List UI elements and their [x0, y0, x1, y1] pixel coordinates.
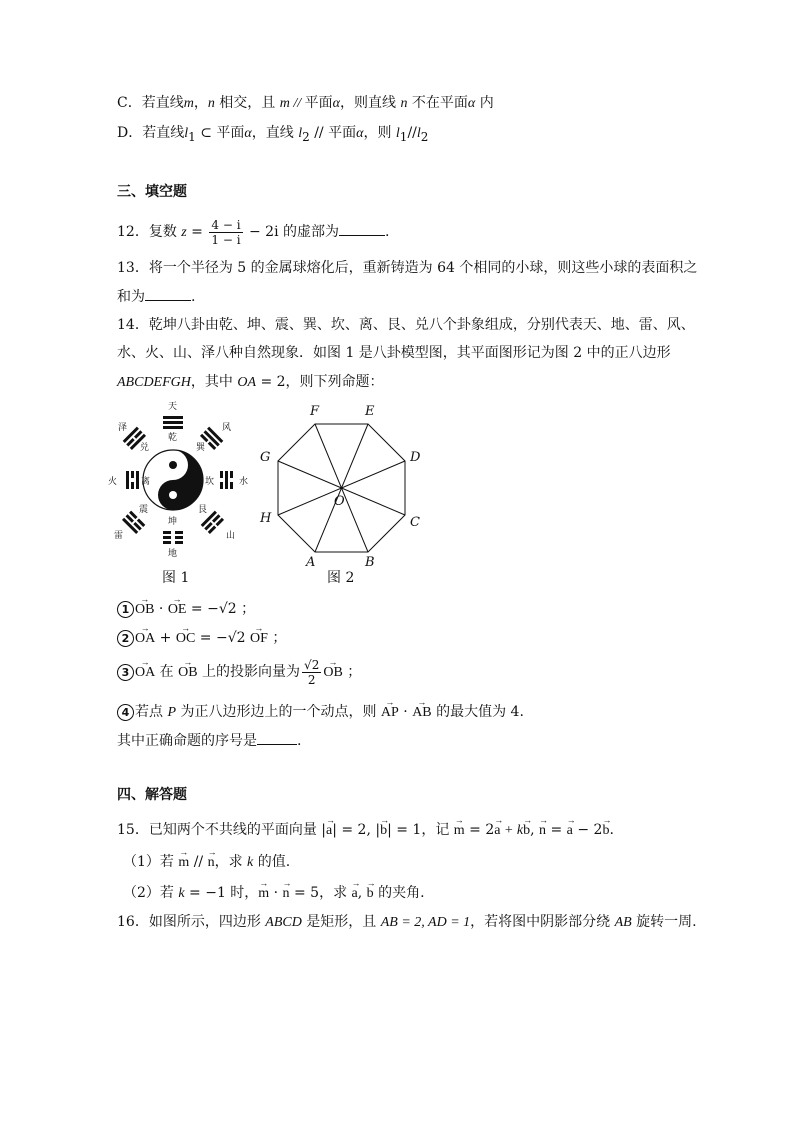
vertex-label-b: B [365, 555, 375, 570]
bagua-label-huo: 火 [108, 477, 118, 487]
vertex-label-d: D [410, 450, 421, 465]
trigram-kun [163, 531, 183, 544]
vertex-label-e: E [365, 404, 375, 419]
answer-blank[interactable] [257, 730, 297, 745]
bagua-label-shan: 山 [226, 531, 236, 541]
bagua-label-shui: 水 [239, 477, 249, 487]
section-title-fill-in: 三、填空题 [117, 184, 187, 200]
answer-blank[interactable] [339, 221, 385, 236]
vertex-label-h: H [260, 511, 272, 526]
question-16: 16．如图所示，四边形 ABCD 是矩形，且 AB = 2, AD = 1，若将图中阴影部分绕 AB 旋转一周. [117, 914, 697, 930]
bagua-label-di: 地 [168, 549, 178, 559]
bagua-figure [108, 398, 253, 560]
center-label-o: O [334, 494, 345, 509]
octagon-figure [255, 398, 430, 570]
vertex-label-g: G [260, 450, 271, 465]
figure-2-caption: 图 2 [327, 570, 355, 586]
circled-number-3: 3 [117, 664, 134, 681]
bagua-label-dui: 兑 [140, 443, 150, 453]
question-13-line2: 和为 . [117, 286, 195, 307]
trigram-qian [163, 416, 183, 429]
question-13-line1: 13．将一个半径为 5 的金属球熔化后，重新铸造为 64 个相同的小球，则这些小球的表面积之 [117, 260, 698, 276]
question-14-line1: 14．乾坤八卦由乾、坤、震、巽、坎、离、艮、兑八个卦象组成，分别代表天、地、雷、风、 [117, 317, 695, 333]
bagua-label-kun: 坤 [168, 517, 178, 527]
question-15: 15．已知两个不共线的平面向量 |→ a| = 2, |→ b| = 1，记 → m = 2→ a + k→ b, → n = → a − 2→ b. [117, 820, 614, 841]
bagua-label-gen: 艮 [198, 505, 208, 515]
bagua-label-li: 离 [141, 477, 151, 487]
fraction: $\frac{4 - i}{1 - i}$ [211, 217, 241, 247]
q11-option-d: D．若直线$l_1$ ⊂ 平面α，直线 $l_2$ // 平面α，则 $l_1//l_2$ [117, 125, 429, 144]
proposition-1: 1→ OB · → OE = −√2 ； [117, 599, 255, 620]
question-14-line3: ABCDEFGH，其中 OA = 2，则下列命题： [117, 374, 384, 390]
circled-number-4: 4 [117, 704, 134, 721]
proposition-2: 2→ OA + → OC = −√2 → OF ； [117, 628, 286, 649]
bagua-label-feng: 风 [222, 423, 232, 433]
question-14-ask: 其中正确命题的序号是 . [117, 730, 301, 751]
question-14-line2: 水、火、山、泽八种自然现象．如图 1 是八卦模型图，其平面图形记为图 2 中的正八边形 [117, 345, 671, 361]
circled-number-2: 2 [117, 630, 134, 647]
fraction: $\frac{√2}{2}$ [304, 657, 320, 687]
bagua-label-qian: 乾 [168, 433, 178, 443]
answer-blank[interactable] [145, 286, 191, 301]
section-title-answer: 四、解答题 [117, 787, 187, 803]
question-12: 12．复数 z = $\frac{4 - i}{1 - i}$ − 2i 的虚部为 . [117, 217, 390, 247]
bagua-label-kan: 坎 [205, 477, 215, 487]
vertex-label-f: F [310, 404, 320, 419]
proposition-3: 3→ OA 在 → OB 上的投影向量为 $\frac{√2}{2}$ → OB ； [117, 657, 361, 688]
vertex-label-a: A [306, 555, 316, 570]
trigram-li [126, 471, 139, 489]
figure-1-caption: 图 1 [162, 570, 190, 586]
yin-yang-icon [143, 450, 203, 510]
circled-number-1: 1 [117, 601, 134, 618]
question-15-part-2: （2）若 k = −1 时，→ m · → n = 5，求 → a, → b 的夹角. [123, 883, 425, 904]
trigram-kan [220, 471, 233, 489]
bagua-label-ze: 泽 [118, 423, 128, 433]
vertex-label-c: C [410, 515, 420, 530]
bagua-label-xun: 巽 [196, 443, 206, 453]
bagua-label-lei: 雷 [114, 531, 124, 541]
bagua-label-tian: 天 [168, 402, 178, 412]
proposition-4: 4 若点 P 为正八边形边上的一个动点，则 → AP · → AB 的最大值为 4. [117, 702, 524, 723]
q11-option-c: C．若直线m，n 相交，且 m // 平面α，则直线 n 不在平面α 内 [117, 95, 494, 111]
question-15-part-1: （1）若 → m // → n，求 k 的值. [123, 852, 290, 873]
bagua-label-zhen: 震 [139, 505, 149, 515]
